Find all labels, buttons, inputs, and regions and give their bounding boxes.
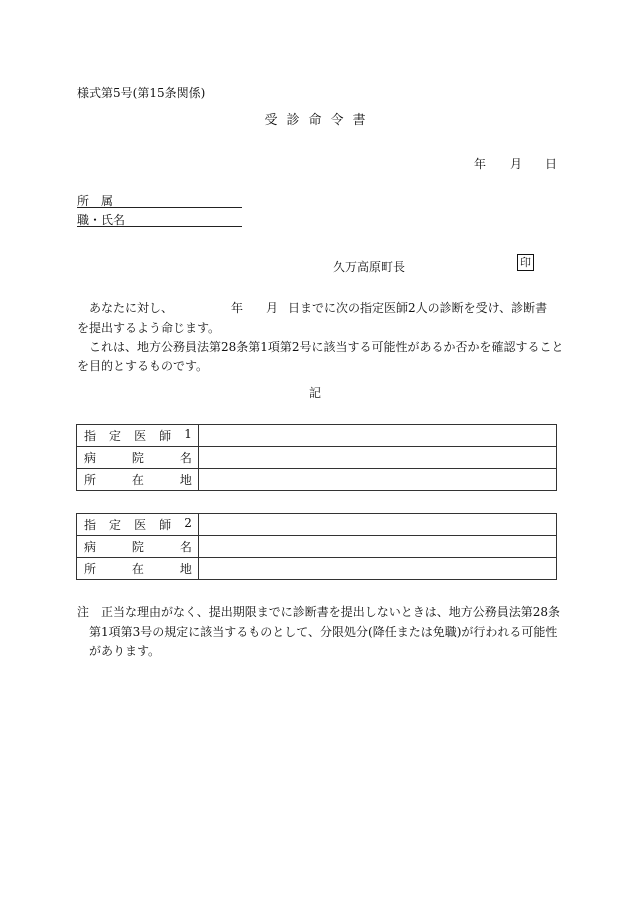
affiliation-underline <box>77 207 242 208</box>
body-line3: これは、地方公務員法第28条第1項第2号に該当する可能性があるか否かを確認すること <box>89 340 564 354</box>
body-line2: を提出するよう命じます。 <box>77 321 221 335</box>
label-char: 指 <box>84 518 97 532</box>
issuer-name: 久万高原町長 <box>333 260 406 274</box>
label-char: 医 <box>134 429 147 443</box>
note-line3: があります。 <box>89 644 161 658</box>
body-line1-tail: 日までに次の指定医師2人の診断を受け、診断書 <box>288 301 548 315</box>
label-char: 院 <box>131 451 144 465</box>
label-char: 指 <box>84 429 97 443</box>
label-char: 病 <box>84 540 97 554</box>
address-field <box>198 469 556 491</box>
table-row <box>77 514 557 536</box>
affiliation-label: 所 属 <box>77 194 114 208</box>
label-char: 名 <box>179 451 192 465</box>
body-line1-year: 年 <box>231 301 244 315</box>
address-label-cell <box>77 558 199 580</box>
note-line1: 正当な理由がなく、提出期限までに診断書を提出しないときは、地方公務員法第28条 <box>101 605 561 619</box>
label-char: 名 <box>179 540 192 554</box>
table-row <box>77 469 557 491</box>
label-char: 医 <box>134 518 147 532</box>
label-char: 病 <box>84 451 97 465</box>
label-char: 所 <box>84 562 97 576</box>
label-char: 院 <box>131 540 144 554</box>
label-char: 所 <box>84 473 97 487</box>
doctor-table-2 <box>76 513 557 580</box>
form-number: 様式第5号(第15条関係) <box>77 86 206 100</box>
label-char: 地 <box>179 473 192 487</box>
name-underline <box>77 226 242 227</box>
note-line2: 第1項第3号の規定に該当するものとして、分限処分(降任または免職)が行われる可能性 <box>89 625 558 639</box>
doctor-name-field <box>198 425 556 447</box>
table-row <box>77 558 557 580</box>
date-year-label: 年 <box>474 157 487 171</box>
name-label: 職・氏名 <box>77 213 126 227</box>
label-char: 師 <box>159 429 172 443</box>
hospital-name-field <box>198 447 556 469</box>
label-char: 在 <box>131 562 144 576</box>
body-line1-lead: あなたに対し、 <box>89 301 174 315</box>
seal-mark: 印 <box>517 254 534 271</box>
label-char: 師 <box>159 518 172 532</box>
label-char: 2 <box>184 516 192 530</box>
doctor-table-1 <box>76 424 557 491</box>
note-mark: 注 <box>77 605 90 619</box>
document-title: 受診命令書 <box>264 113 375 128</box>
table-row <box>77 425 557 447</box>
table-row <box>77 536 557 558</box>
ki-heading: 記 <box>308 386 321 400</box>
hospital-name-field <box>198 536 556 558</box>
label-char: 定 <box>109 518 122 532</box>
hospital-label-cell <box>77 536 199 558</box>
label-char: 1 <box>184 427 192 441</box>
label-char: 地 <box>179 562 192 576</box>
date-month-label: 月 <box>510 157 523 171</box>
address-label-cell <box>77 469 199 491</box>
table-row <box>77 447 557 469</box>
body-line4: を目的とするものです。 <box>77 359 209 373</box>
label-char: 在 <box>131 473 144 487</box>
address-field <box>198 558 556 580</box>
date-day-label: 日 <box>545 157 558 171</box>
doctor-label-cell <box>77 425 199 447</box>
doctor-name-field <box>198 514 556 536</box>
body-line1-month: 月 <box>266 301 279 315</box>
doctor-label-cell <box>77 514 199 536</box>
label-char: 定 <box>109 429 122 443</box>
hospital-label-cell <box>77 447 199 469</box>
